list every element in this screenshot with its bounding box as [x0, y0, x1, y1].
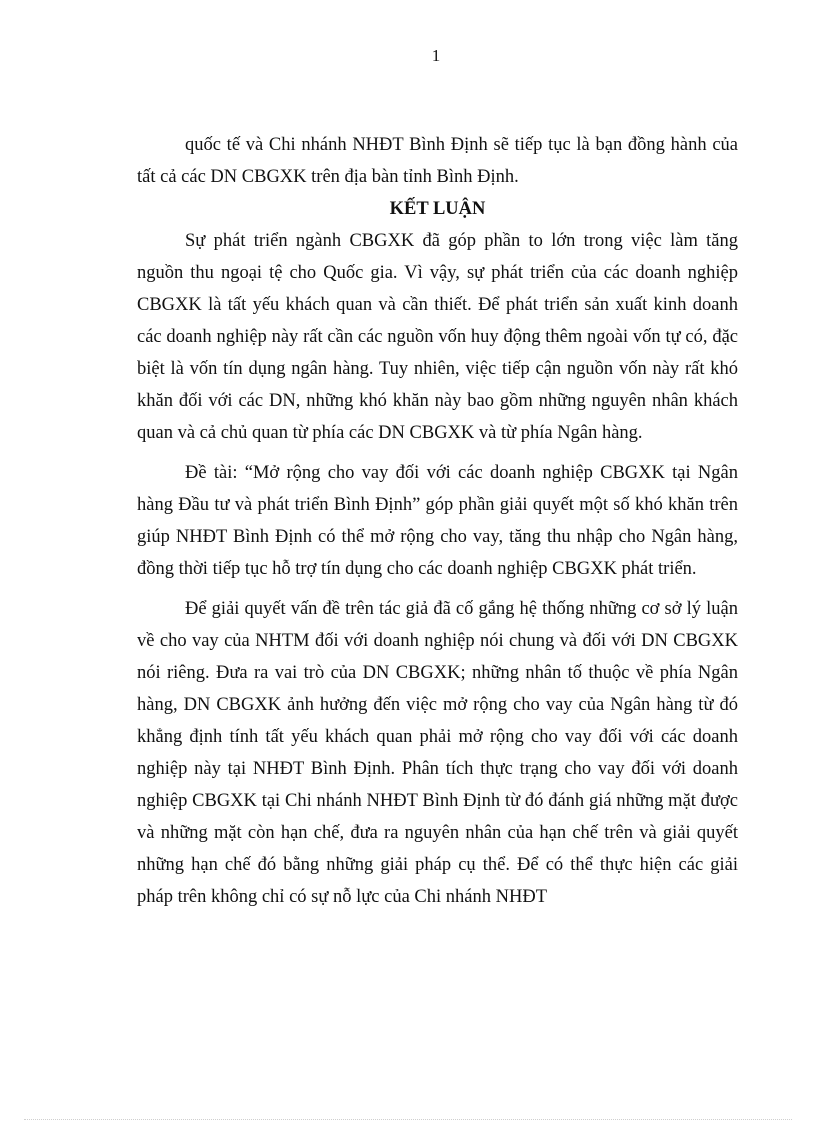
page-number: 1 [431, 46, 441, 65]
paragraph-1: Sự phát triển ngành CBGXK đã góp phần to lớn trong việc làm tăng nguồn thu ngoại tệ cho Quốc gia. Vì vậy, sự phát triển của các doanh nghiệp CBGXK là tất yếu khách quan và cần thiết. Để phát triển sản xuất kinh doanh các doanh nghiệp này rất cần các nguồn vốn huy động thêm ngoài vốn tự có, đặc biệt là vốn tín dụng ngân hàng. Tuy nhiên, việc tiếp cận nguồn vốn này rất khó khăn đối với các DN, những khó khăn này bao gồm những nguyên nhân khách quan và cả chủ quan từ phía các DN CBGXK và từ phía Ngân hàng. [137, 231, 738, 443]
document-body [137, 129, 738, 913]
paragraph-3: Để giải quyết vấn đề trên tác giả đã cố gắng hệ thống những cơ sở lý luận về cho vay của NHTM đối với doanh nghiệp nói chung và đối với DN CBGXK nói riêng. Đưa ra vai trò của DN CBGXK; những nhân tố thuộc về phía Ngân hàng, DN CBGXK ảnh hưởng đến việc mở rộng cho vay của Ngân hàng từ đó khẳng định tính tất yếu khách quan phải mở rộng cho vay đối với các doanh nghiệp này tại NHĐT Bình Định. Phân tích thực trạng cho vay đối với doanh nghiệp CBGXK tại Chi nhánh NHĐT Bình Định từ đó đánh giá những mặt được và những mặt còn hạn chế, đưa ra nguyên nhân của hạn chế trên và giải quyết những hạn chế đó bằng những giải pháp cụ thể. Để có thể thực hiện các giải pháp trên không chỉ có sự nỗ lực của Chi nhánh NHĐT [137, 599, 738, 907]
paragraph-2: Đề tài: “Mở rộng cho vay đối với các doanh nghiệp CBGXK tại Ngân hàng Đầu tư và phát triển Bình Định” góp phần giải quyết một số khó khăn trên giúp NHĐT Bình Định có thể mở rộng cho vay, tăng thu nhập cho Ngân hàng, đồng thời tiếp tục hỗ trợ tín dụng cho các doanh nghiệp CBGXK phát triển. [137, 463, 738, 579]
intro-paragraph: quốc tế và Chi nhánh NHĐT Bình Định sẽ tiếp tục là bạn đồng hành của tất cả các DN CBGXK trên địa bàn tỉnh Bình Định. [137, 135, 738, 187]
section-heading: KẾT LUẬN [389, 199, 486, 219]
page-bottom-divider [24, 1119, 792, 1120]
